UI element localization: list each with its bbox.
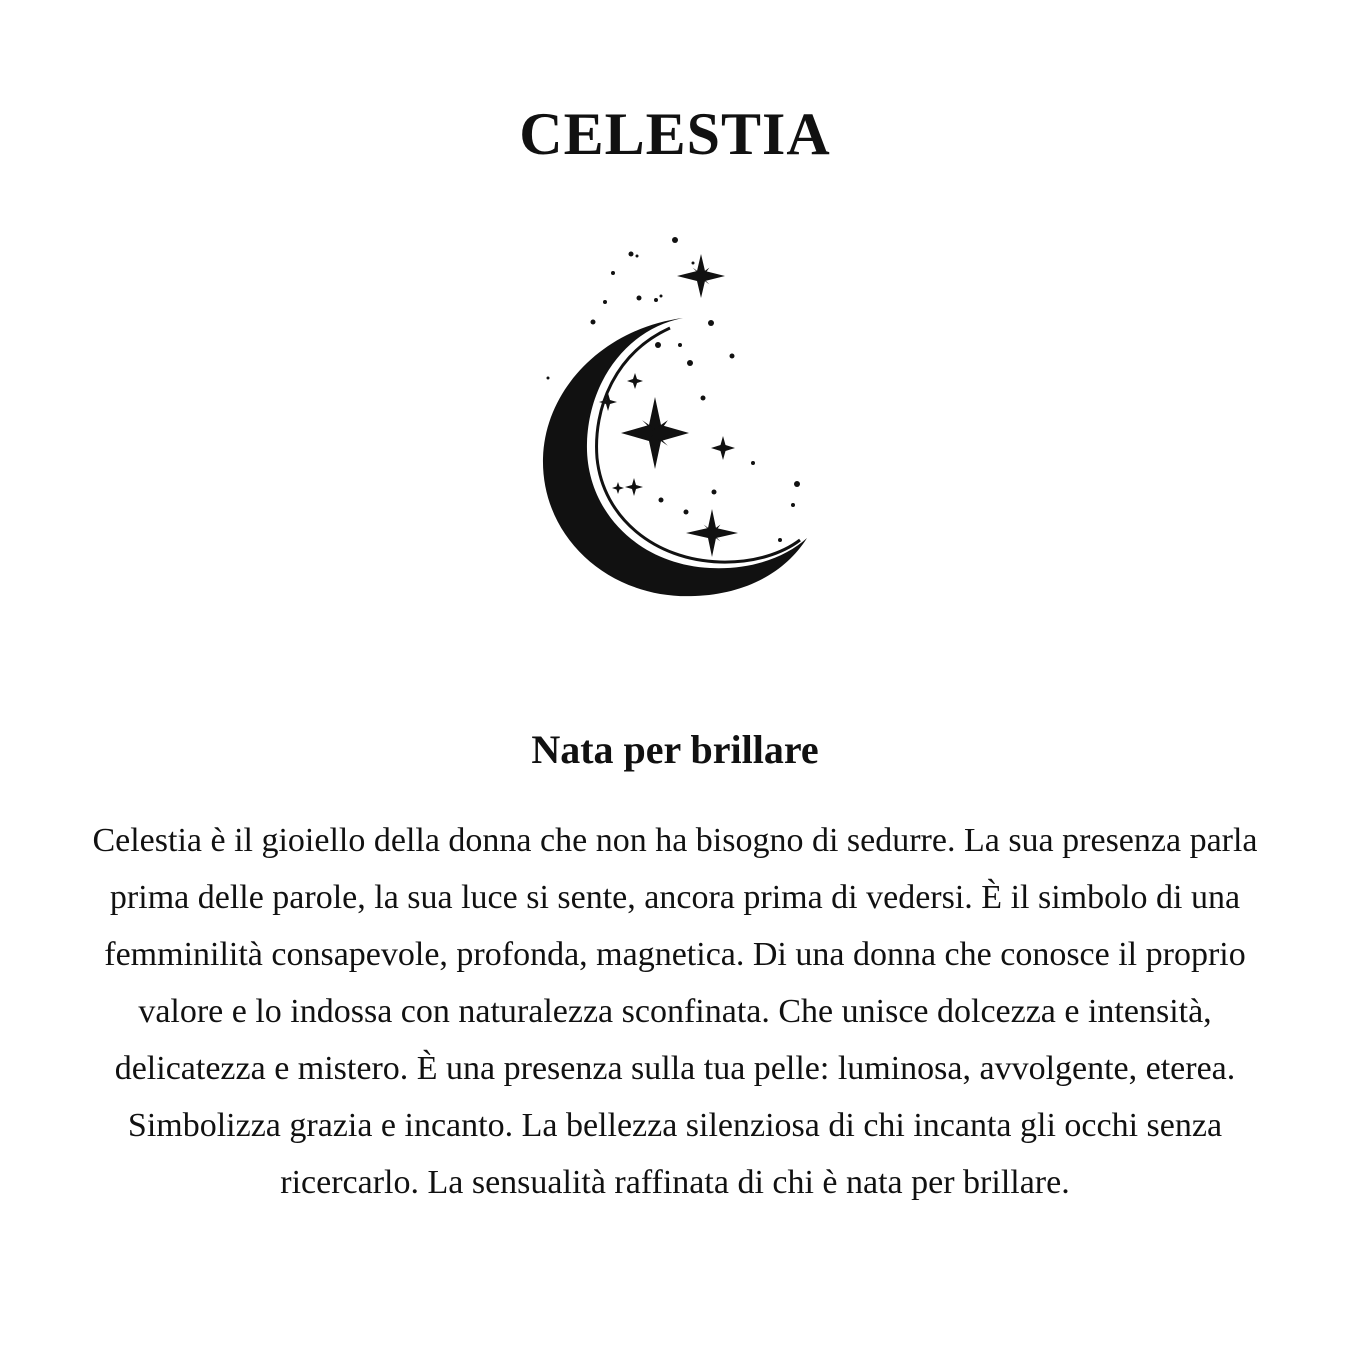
large-star (621, 397, 689, 469)
section-heading: Nata per brillare (531, 727, 819, 772)
crescent-moon-stars-icon (515, 228, 835, 608)
description-paragraph: Celestia è il gioiello della donna che non ha bisogno di sedurre. La sua presenza parla prima delle parole, la sua luce si sente, ancora prima di vedersi. È il simbolo di una femminilità consapevole, profonda, magnetica. Di una donna che conosce il proprio valore e lo indossa con naturalezza sconfinata. Che unisce dolcezza e intensità, delicatezza e mistero. È una presenza sulla tua pelle: luminosa, avvolgente, eterea. Simbolizza grazia e incanto. La bellezza silenziosa di chi incanta gli occhi senza ricercarlo. La sensualità raffinata di chi è nata per brillare. (92, 822, 1258, 1201)
crescent-inner-arc (597, 328, 800, 562)
top-star (677, 254, 725, 298)
bottom-star (686, 509, 738, 557)
page-title: CELESTIA (519, 101, 831, 167)
